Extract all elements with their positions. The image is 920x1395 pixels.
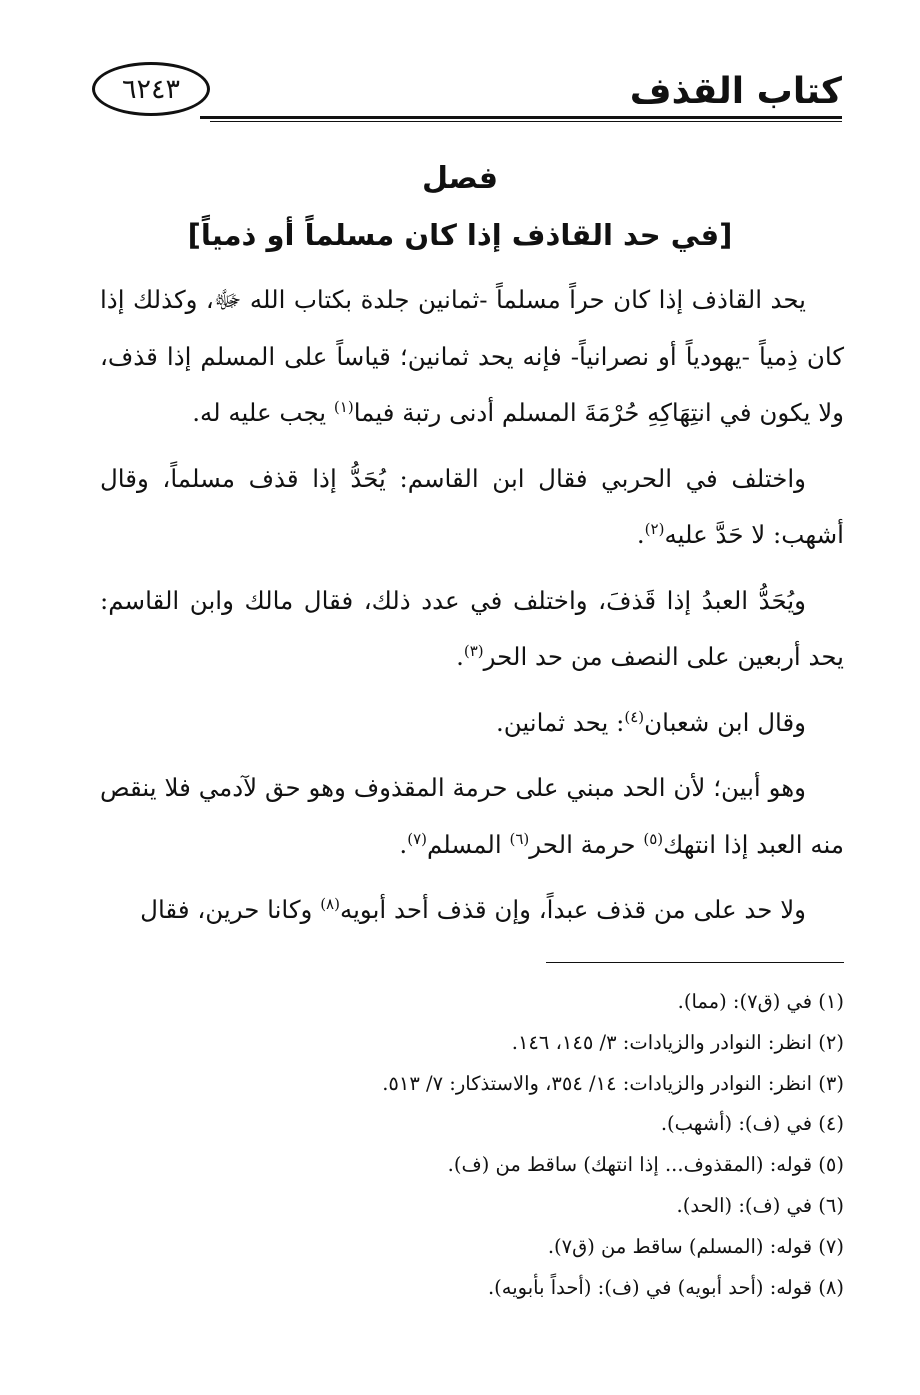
footnote-ref-4[interactable]: (٤) [624,707,645,726]
footnote-ref-2[interactable]: (٢) [644,519,665,538]
section-label: فصل [422,161,498,196]
footnote-6: (٦) في (ف): (الحد). [676,1193,844,1217]
header-rule-thin [210,121,842,122]
paragraph-5: وهو أبين؛ لأن الحد مبني على حرمة المقذوف وهو حق لآدمي فلا ينقص منه العبد إذا انتهك$^{(٥)}$ حرمة الحر$^{(٦)}$ المسلم$^{(٧)}$. [100,773,844,859]
footnote-1: (١) في (ق٧): (مما). [677,990,844,1013]
footnote-ref-6[interactable]: (٦) [509,829,530,848]
footnotes [100,982,844,1308]
section-heading: [في حد القاذف إذا كان مسلماً أو ذمياً] [187,218,733,252]
footnote-7: (٧) قوله: (المسلم) ساقط من (ق٧). [547,1234,844,1258]
page-number: ٦٢٤٣ [122,73,181,105]
footnote-ref-7[interactable]: (٧) [407,829,427,848]
footnote-2: (٢) انظر: النوادر والزيادات: ٣/ ١٤٥، ١٤٦. [511,1030,844,1054]
footnote-separator [546,962,844,963]
footnote-4: (٤) في (ف): (أشهب). [660,1112,844,1136]
header-rule [200,116,842,119]
page-number-badge [92,62,210,116]
footnote-ref-3[interactable]: (٣) [463,641,484,660]
footnote-ref-8[interactable]: (٨) [320,894,340,913]
paragraph-4: وقال ابن شعبان$^{(٤)}$: يحد ثمانين. [495,707,806,737]
body-text [100,272,844,939]
footnote-ref-5[interactable]: (٥) [643,829,664,848]
paragraph-3: ويُحَدُّ العبدُ إذا قَذفَ، واختلف في عدد ذلك، فقال مالك وابن القاسم: يحد أربعين على النصف من حد الحر$^{(٣)}$. [100,585,844,671]
footnote-ref-1[interactable]: (١) [333,397,354,416]
paragraph-1: يحد القاذف إذا كان حراً مسلماً -ثمانين جلدة بكتاب الله ﷻ، وكذلك إذا كان ذِمياً -يهودياً أو نصرانياً- فإنه يحد ثمانين؛ قياساً على المسلم إذا قذف، ولا يكون في انتِهَاكِهِ حُرْمَةَ المسلم أدنى رتبة فيما$^{(١)}$ يجب عليه له. [100,285,844,427]
running-header-title: كتاب القذف [629,71,842,112]
footnote-3: (٣) انظر: النوادر والزيادات: ١٤/ ٣٥٤، والاستذكار: ٧/ ٥١٣. [382,1071,844,1095]
footnote-5: (٥) قوله: (المقذوف... إذا انتهك) ساقط من (ف). [447,1153,844,1177]
paragraph-6: ولا حد على من قذف عبداً، وإن قذف أحد أبويه$^{(٨)}$ وكانا حرين، فقال [140,894,806,924]
paragraph-2: واختلف في الحربي فقال ابن القاسم: يُحَدُّ إذا قذف مسلماً، وقال أشهب: لا حَدَّ عليه$^{(٢)}$. [100,463,844,549]
footnote-8: (٨) قوله: (أحد أبويه) في (ف): (أحداً بأبويه). [487,1275,844,1299]
